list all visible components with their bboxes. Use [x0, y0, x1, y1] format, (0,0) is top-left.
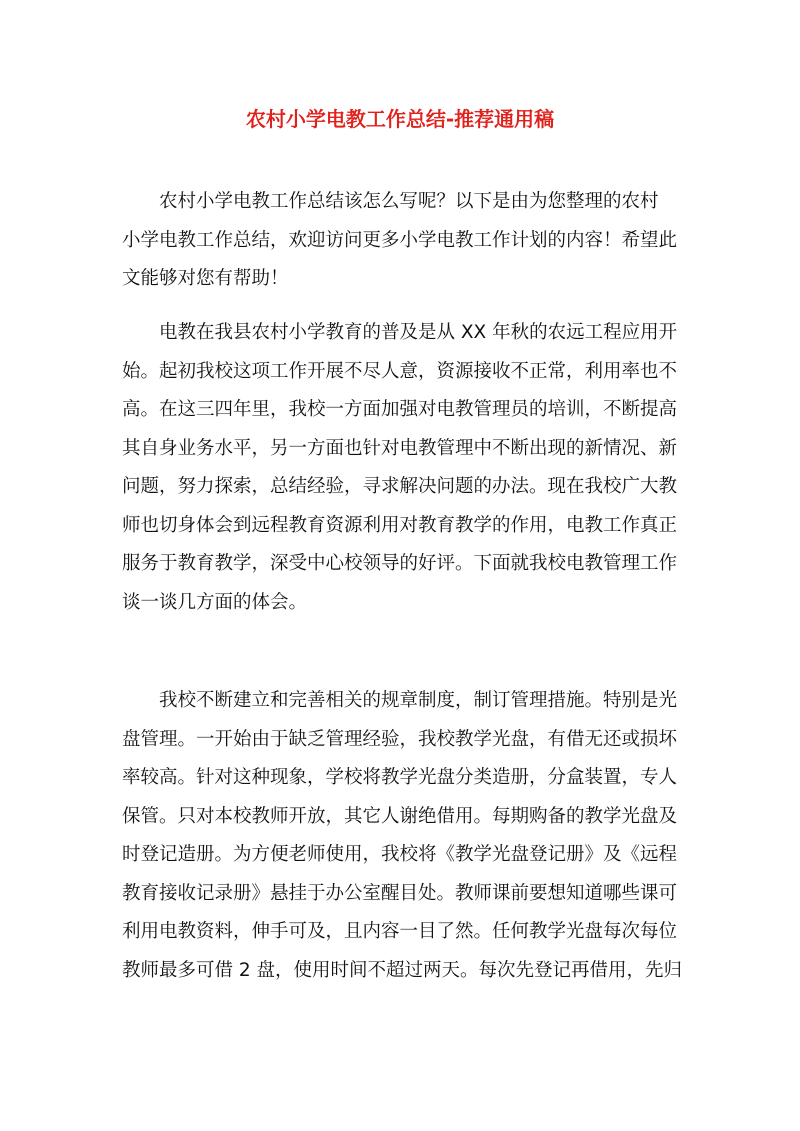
- paragraph-management: [122, 682, 682, 990]
- text-line: 教师最多可借 2 盘，使用时间不超过两天。每次先登记再借用，先归: [122, 959, 683, 981]
- text-line: 利用电教资料，伸手可及，且内容一目了然。任何教学光盘每次每位: [122, 921, 678, 942]
- paragraph-background: [122, 314, 682, 622]
- text-line: 盘管理。一开始由于缺乏管理经验，我校教学光盘，有借无还或损坏: [122, 728, 678, 750]
- text-line: 小学电教工作总结，欢迎访问更多小学电教工作计划的内容！希望此: [122, 229, 678, 251]
- document-title: 农村小学电教工作总结-推荐通用稿: [245, 107, 555, 131]
- text-line: 时登记造册。为方便老师使用，我校将《教学光盘登记册》及《远程: [122, 844, 678, 865]
- paragraph-intro: [122, 183, 682, 299]
- text-line: 我校不断建立和完善相关的规章制度，制订管理措施。特别是光: [159, 690, 678, 711]
- text-line: 农村小学电教工作总结该怎么写呢？以下是由为您整理的农村: [159, 191, 659, 212]
- text-line: 率较高。针对这种现象，学校将教学光盘分类造册，分盒装置，专人: [122, 767, 678, 788]
- text-line: 谈一谈几方面的体会。: [122, 591, 308, 613]
- text-line: 师也切身体会到远程教育资源利用对教育教学的作用，电教工作真正: [122, 514, 678, 536]
- text-line: 教育接收记录册》悬挂于办公室醒目处。教师课前要想知道哪些课可: [122, 882, 678, 904]
- text-line: 服务于教育教学，深受中心校领导的好评。下面就我校电教管理工作: [122, 553, 678, 574]
- text-line: 始。起初我校这项工作开展不尽人意，资源接收不正常，利用率也不: [122, 360, 678, 382]
- text-line: 问题，努力探索，总结经验，寻求解决问题的办法。现在我校广大教: [122, 476, 678, 497]
- text-line: 其自身业务水平，另一方面也针对电教管理中不断出现的新情况、新: [122, 437, 678, 459]
- text-line: 电教在我县农村小学教育的普及是从 XX 年秋的农远工程应用开: [159, 322, 678, 343]
- text-line: 文能够对您有帮助！: [122, 268, 289, 289]
- text-line: 保管。只对本校教师开放，其它人谢绝借用。每期购备的教学光盘及: [122, 805, 678, 827]
- text-line: 高。在这三四年里，我校一方面加强对电教管理员的培训，不断提高: [122, 399, 678, 420]
